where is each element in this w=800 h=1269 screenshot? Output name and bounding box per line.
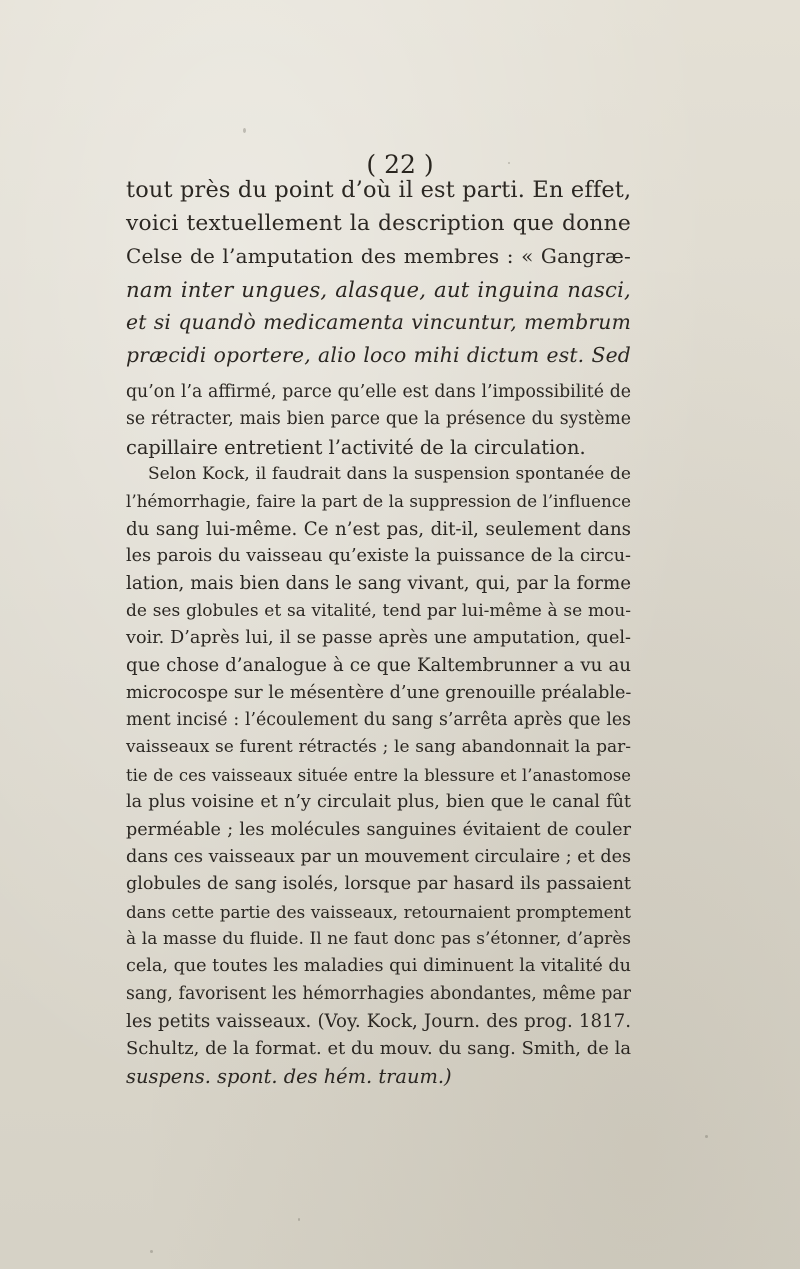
paper-speck bbox=[298, 1218, 300, 1221]
note-line: tie de ces vaisseaux située entre la blessure et l’anastomose bbox=[126, 765, 631, 785]
footnote-text bbox=[126, 379, 631, 1090]
note-line: la plus voisine et n’y circulait plus, bien que le canal fût bbox=[126, 792, 631, 813]
main-text-line: Celse de l’amputation des membres : « Gangræ- bbox=[126, 244, 631, 268]
note-line: suspens. spont. des hém. traum.) bbox=[126, 1064, 452, 1088]
note-line: sang, favorisent les hémorrhagies abondantes, même par bbox=[126, 983, 631, 1004]
note-line: vaisseaux se furent rétractés ; le sang abandonnait la par- bbox=[126, 737, 631, 758]
note-line: Selon Kock, il faudrait dans la suspension spontanée de bbox=[148, 464, 631, 485]
main-text-line: præcidi oportere, alio loco mihi dictum est. Sed bbox=[126, 343, 631, 367]
note-line: Schultz, de la format. et du mouv. du sang. Smith, de la bbox=[126, 1038, 631, 1060]
note-line: les petits vaisseaux. (Voy. Kock, Journ. des prog. 1817. bbox=[126, 1010, 631, 1032]
note-line: que chose d’analogue à ce que Kaltembrunner a vu au bbox=[126, 655, 631, 677]
note-line: cela, que toutes les maladies qui diminuent la vitalité du bbox=[126, 956, 631, 977]
note-line: lation, mais bien dans le sang vivant, qui, par la forme bbox=[126, 573, 631, 595]
main-text-line: et si quandò medicamenta vincuntur, membrum bbox=[126, 310, 631, 334]
note-line: voir. D’après lui, il se passe après une amputation, quel- bbox=[126, 628, 631, 649]
note-line: capillaire entretient l’activité de la circulation. bbox=[126, 435, 586, 459]
note-line: microcospe sur le mésentère d’une grenouille préalable- bbox=[126, 682, 632, 703]
note-line: se rétracter, mais bien parce que la présence du système bbox=[126, 409, 631, 430]
note-line: dans cette partie des vaisseaux, retournaient promptement bbox=[126, 901, 631, 922]
paper-speck bbox=[243, 128, 246, 133]
note-line: ment incisé : l’écoulement du sang s’arrêta après que les bbox=[126, 710, 631, 731]
main-text bbox=[126, 174, 631, 372]
main-text-line: nam inter ungues, alasque, aut inguina nasci, bbox=[126, 277, 631, 302]
note-line: globules de sang isolés, lorsque par hasard ils passaient bbox=[126, 874, 631, 895]
note-line: les parois du vaisseau qu’existe la puissance de la circu- bbox=[126, 546, 631, 567]
note-line: perméable ; les molécules sanguines évitaient de couler bbox=[126, 819, 631, 840]
note-line: du sang lui-même. Ce n’est pas, dit-il, seulement dans bbox=[126, 518, 631, 540]
main-text-line: voici textuellement la description que donne bbox=[126, 211, 631, 236]
note-line: dans ces vaisseaux par un mouvement circulaire ; et des bbox=[126, 846, 632, 867]
paper-speck bbox=[150, 1250, 153, 1253]
note-line: à la masse du fluide. Il ne faut donc pas s’étonner, d’après bbox=[126, 928, 631, 949]
paper-speck bbox=[705, 1135, 708, 1138]
note-line: l’hémorrhagie, faire la part de la suppression de l’influence bbox=[126, 491, 631, 512]
page-number-header: ( 22 ) bbox=[366, 150, 434, 179]
main-text-line: tout près du point d’où il est parti. En effet, bbox=[126, 177, 632, 203]
note-line: qu’on l’a affirmé, parce qu’elle est dans l’impossibilité de bbox=[126, 382, 631, 402]
note-line: de ses globules et sa vitalité, tend par lui-même à se mou- bbox=[126, 600, 631, 621]
